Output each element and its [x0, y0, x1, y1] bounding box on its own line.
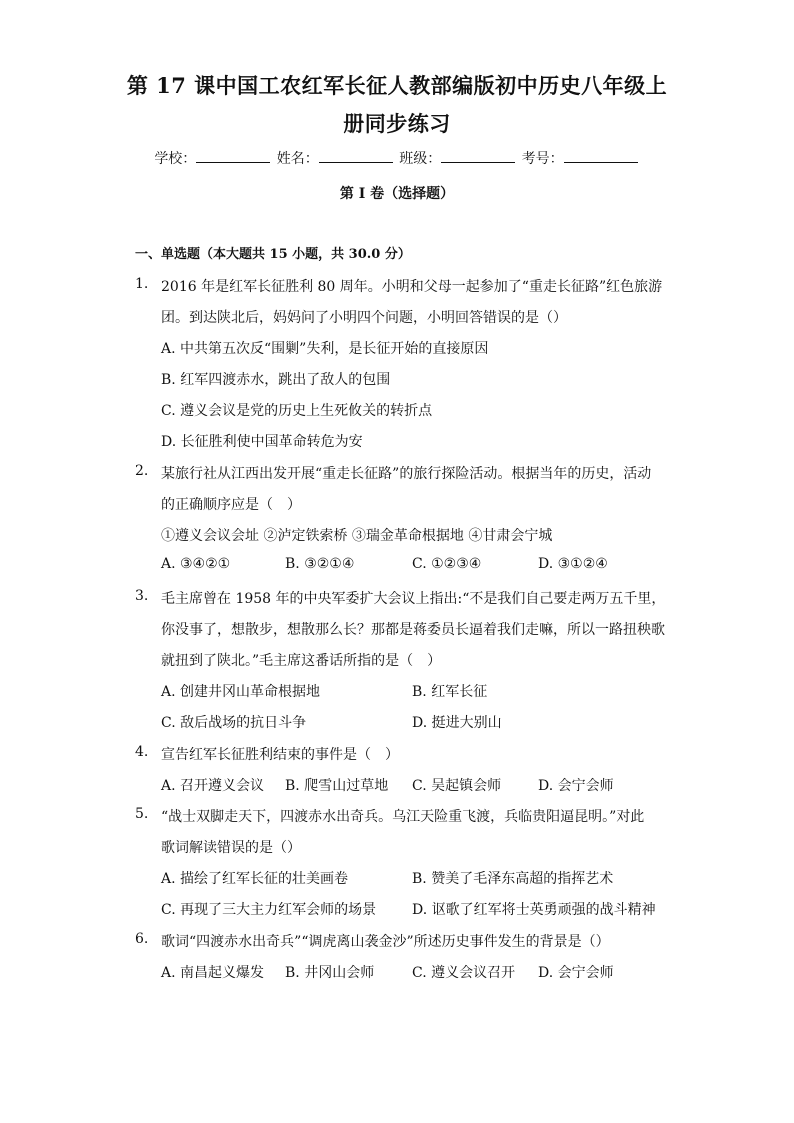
option-d[interactable]: D. 会宁会师 [538, 778, 614, 794]
question-text-line: 团。到达陕北后，妈妈问了小明四个问题，小明回答错误的是（） [161, 310, 567, 326]
question-text-line: 的正确顺序应是（ ） [161, 497, 301, 513]
question-number: 6. [135, 931, 149, 947]
question-text-line: 2016 年是红军长征胜利 80 周年。小明和父母一起参加了“重走长征路”红色旅游 [161, 279, 663, 295]
name-label: 姓名： [276, 151, 319, 167]
question-text-line: 宣告红军长征胜利结束的事件是（ ） [161, 747, 399, 763]
school-label: 学校： [154, 151, 197, 167]
option-a[interactable]: A. 创建井冈山革命根据地 [161, 684, 321, 700]
option-d[interactable]: D. 会宁会师 [538, 965, 614, 981]
question-text-line: 毛主席曾在 1958 年的中央军委扩大会议上指出:“不是我们自己要走两万五千里， [161, 591, 666, 607]
page-title-line2: 册同步练习 [343, 111, 451, 136]
question-text-line: 你没事了，想散步，想散那么长？那都是蒋委员长逼着我们走嘛，所以一路扭秧歌 [161, 622, 665, 638]
question-text-line: 歌词“四渡赤水出奇兵”“调虎离山袭金沙”所述历史事件发生的背景是（） [161, 934, 610, 950]
option-d[interactable]: D. 长征胜利使中国革命转危为安 [161, 434, 363, 450]
option-c[interactable]: C. 遵义会议召开 [412, 965, 516, 981]
option-d[interactable]: D. 讴歌了红军将士英勇顽强的战斗精神 [412, 902, 656, 918]
option-c[interactable]: C. 吴起镇会师 [412, 778, 502, 794]
question-number: 3. [135, 588, 149, 604]
option-d[interactable]: D. ③①②④ [538, 556, 608, 572]
exam-no-label: 考号： [521, 151, 564, 167]
question-number: 5. [135, 806, 149, 822]
option-a[interactable]: A. 中共第五次反“围剿”失利，是长征开始的直接原因 [161, 341, 489, 357]
question-text-line: ①遵义会议会址 ②泸定铁索桥 ③瑞金革命根据地 ④甘肃会宁城 [161, 528, 553, 544]
option-b[interactable]: B. 爬雪山过草地 [285, 778, 389, 794]
option-b[interactable]: B. 红军长征 [412, 684, 488, 700]
student-info-row [0, 148, 794, 168]
question-number: 2. [135, 463, 149, 479]
question-text-line: 某旅行社从江西出发开展“重走长征路”的旅行探险活动。根据当年的历史，活动 [161, 466, 652, 482]
option-c[interactable]: C. ①②③④ [412, 556, 482, 572]
option-a[interactable]: A. 南昌起义爆发 [161, 965, 265, 981]
school-blank[interactable] [196, 150, 270, 163]
question-text-line: “战士双脚走天下，四渡赤水出奇兵。乌江天险重飞渡，兵临贵阳逼昆明。”对此 [161, 809, 645, 825]
class-label: 班级： [399, 151, 442, 167]
option-a[interactable]: A. ③④②① [161, 556, 231, 572]
question-text-line: 歌词解读错误的是（） [161, 840, 301, 856]
page-title-line1: 第 17 课中国工农红军长征人教部编版初中历史八年级上 [126, 73, 668, 98]
option-c[interactable]: C. 遵义会议是党的历史上生死攸关的转折点 [161, 403, 433, 419]
name-blank[interactable] [319, 150, 393, 163]
option-b[interactable]: B. 红军四渡赤水，跳出了敌人的包围 [161, 372, 391, 388]
option-c[interactable]: C. 敌后战场的抗日斗争 [161, 715, 307, 731]
option-a[interactable]: A. 召开遵义会议 [161, 778, 265, 794]
question-number: 1. [135, 276, 149, 292]
exam-no-blank[interactable] [564, 150, 638, 163]
option-c[interactable]: C. 再现了三大主力红军会师的场景 [161, 902, 377, 918]
option-a[interactable]: A. 描绘了红军长征的壮美画卷 [161, 871, 349, 887]
option-d[interactable]: D. 挺进大别山 [412, 715, 502, 731]
section-heading: 一、单选题（本大题共 15 小题，共 30.0 分） [135, 247, 411, 262]
option-b[interactable]: B. 赞美了毛泽东高超的指挥艺术 [412, 871, 614, 887]
class-blank[interactable] [441, 150, 515, 163]
volume-heading: 第 I 卷（选择题） [339, 186, 455, 202]
question-number: 4. [135, 744, 149, 760]
question-text-line: 就扭到了陕北。”毛主席这番话所指的是（ ） [161, 653, 442, 669]
option-b[interactable]: B. ③②①④ [285, 556, 355, 572]
option-b[interactable]: B. 井冈山会师 [285, 965, 375, 981]
